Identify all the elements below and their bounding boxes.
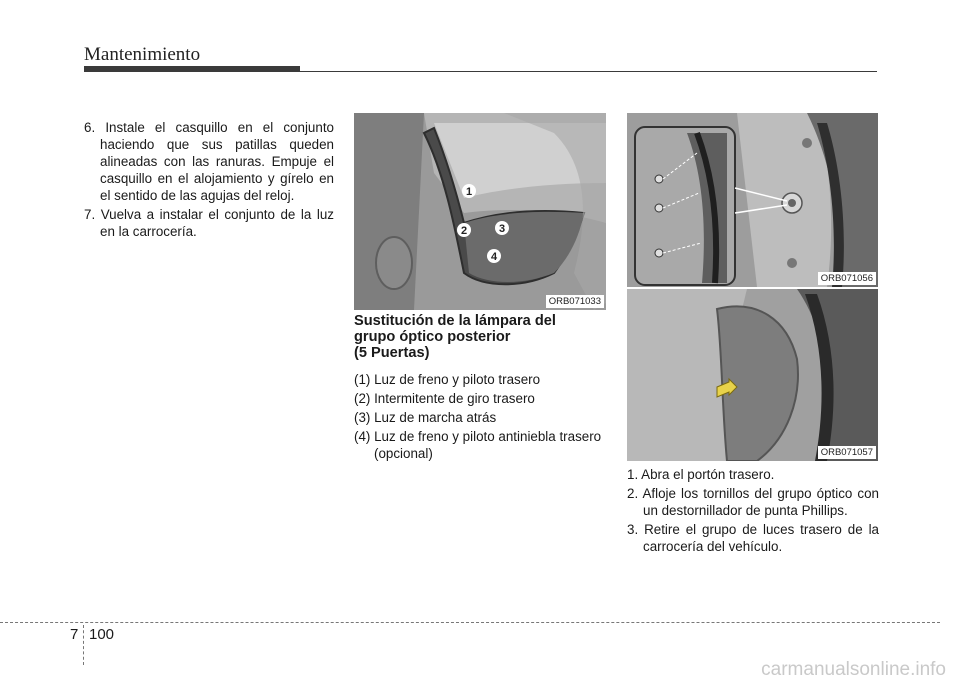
lamp-item-2: (2) Intermitente de giro trasero [354,391,535,406]
chapter-number: 7 [70,626,79,643]
figure-tailgate-screws [627,113,878,287]
right-column [627,466,879,557]
step-3: 3. Retire el grupo de luces trasero de la carrocería del vehículo. [627,522,879,554]
figure-lamp-removal [627,289,878,461]
heading-line-3: (5 Puertas) [354,345,430,361]
heading-line-2: grupo óptico posterior [354,329,511,345]
figure-tail-lamp [354,113,606,310]
figure-code: ORB071033 [546,295,604,308]
section-heading [354,313,606,361]
tailgate-screws-illustration [627,113,878,287]
tail-lamp-illustration [354,113,606,310]
footer-rule [0,622,940,623]
lamp-item-3: (3) Luz de marcha atrás [354,410,497,425]
left-column [84,119,334,242]
step-6: 6. Instale el casquillo en el conjunto haciendo que sus patillas queden alineadas con las ranuras. Empuje el casquillo en el alojamiento y gírelo en el sentido de las agujas del reloj. [84,120,334,203]
step-1: 1. Abra el portón trasero. [627,467,775,482]
figure-code: ORB071057 [818,446,876,459]
callout-1: 1 [465,186,473,198]
watermark: carmanualsonline.info [761,659,946,680]
step-7: 7. Vuelva a instalar el conjunto de la luz en la carrocería. [84,207,334,239]
lamp-removal-illustration [627,289,878,461]
header-rule [84,71,877,72]
heading-line-1: Sustitución de la lámpara del [354,313,556,329]
lamp-item-1: (1) Luz de freno y piloto trasero [354,372,541,387]
callout-3: 3 [498,223,506,235]
footer-divider [83,625,84,665]
header-title: Mantenimiento [84,44,201,65]
callout-2: 2 [460,225,468,237]
middle-column [354,313,606,464]
lamp-item-4: (4) Luz de freno y piloto antiniebla trasero (opcional) [354,429,602,461]
figure-code: ORB071056 [818,272,876,285]
page-number: 100 [89,626,115,643]
callout-4: 4 [490,251,498,263]
step-2: 2. Afloje los tornillos del grupo óptico con un destornillador de punta Phillips. [627,486,879,518]
